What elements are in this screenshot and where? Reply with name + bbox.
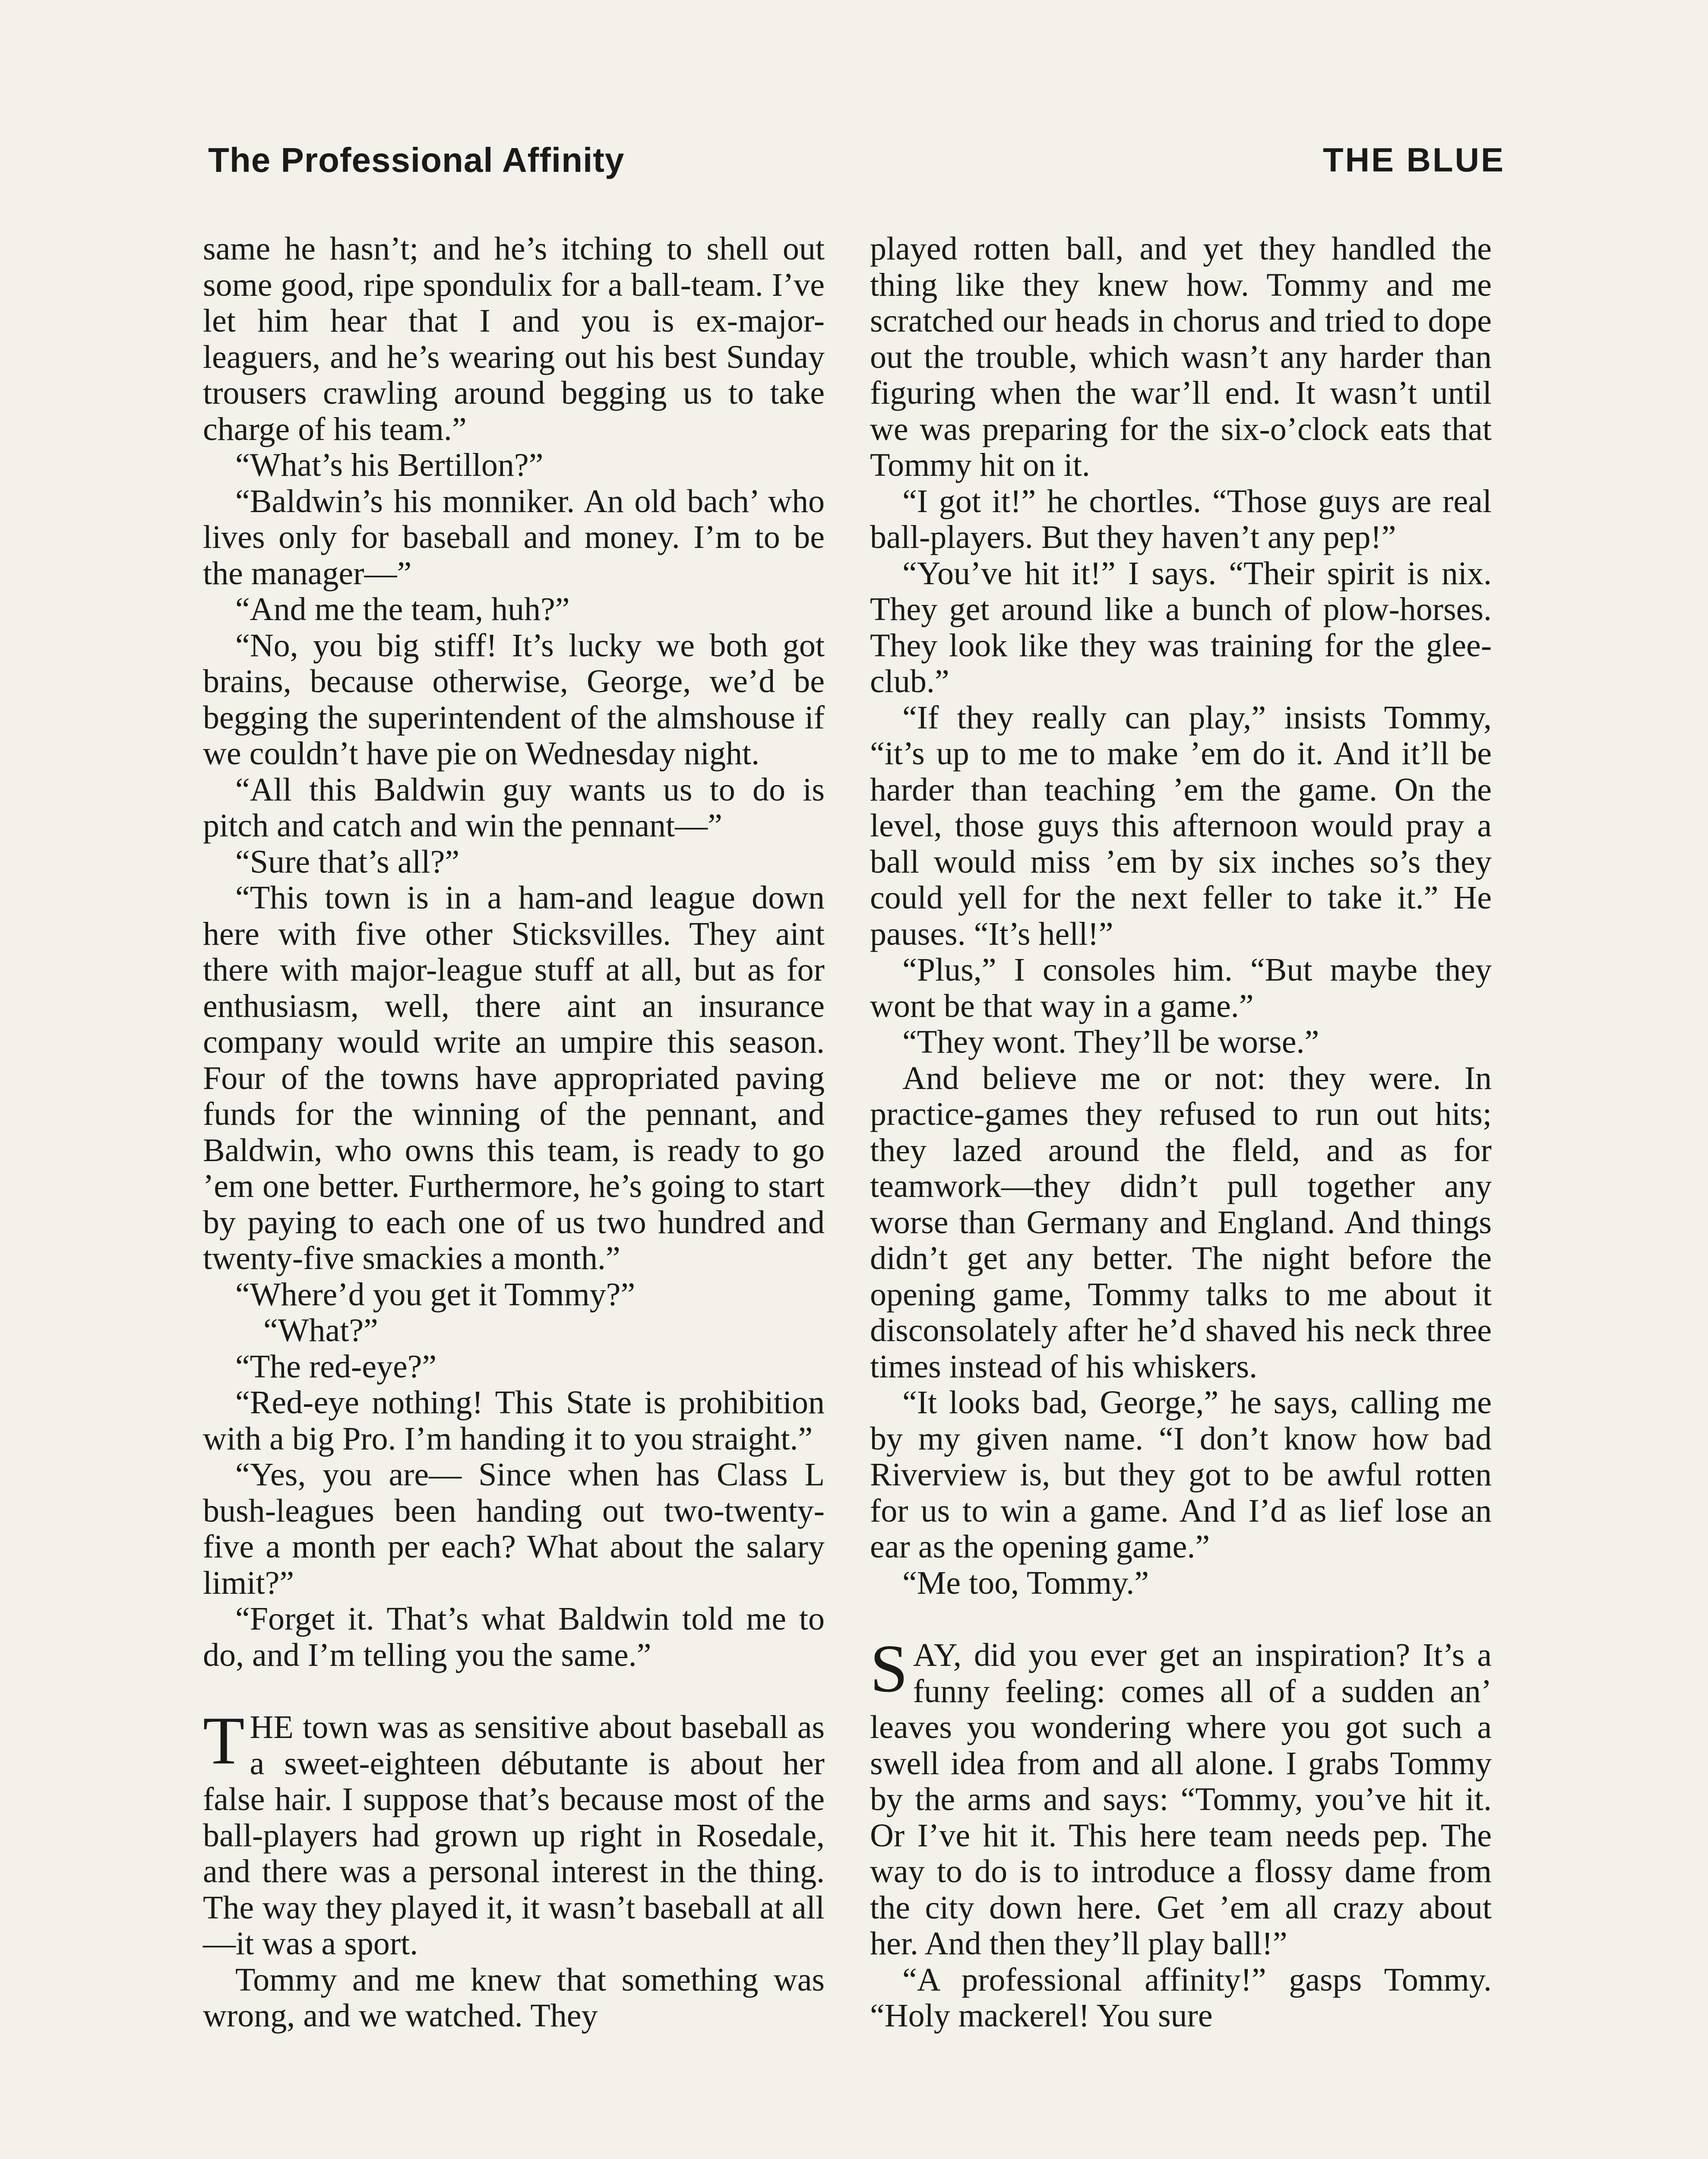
running-title: The Professional Affinity [208, 141, 625, 179]
paragraph: “This town is in a ham-and league down here with five other Sticksvilles. They aint there with major-league stuff at all, but as for enthusiasm, well, there aint an insurance company would write an umpire this season. Four of the towns have appropriated paving funds for the winning of the pennant, and Baldwin, who owns this team, is ready to go ’em one better. Furthermore, he’s going to start by paying to each one of us two hundred and twenty-five smackies a month.” [203, 880, 825, 1276]
section-paragraph [870, 1631, 1492, 1962]
paragraph: And believe me or not: they were. In practice-games they refused to run out hits; they lazed around the fleld, and as for teamwork—they didn’t pull together any worse than Germany and England. And things didn’t get any better. The night before the opening game, Tommy talks to me about it disconsolately after he’d shaved his neck three times instead of his whiskers. [870, 1060, 1492, 1385]
paragraph: “Where’d you get it Tommy?” [235, 1276, 636, 1313]
paragraph: “Red-eye nothing! This State is prohibition with a big Pro. I’m handing it to you straight.” [203, 1384, 825, 1457]
paragraph: “Plus,” I consoles him. “But maybe they wont be that way in a game.” [870, 952, 1492, 1024]
paragraph-text: AY, did you ever get an inspiration? It’s a funny feeling: comes all of a sudden an’ leaves you wondering where you got such a swell idea from and all alone. I grabs Tommy by the arms and says: “Tommy, you’ve hit it. Or I’ve hit it. This here team needs pep. The way to do is to introduce a flossy dame from the city down here. Get ’em all crazy about her. And then they’ll play ball!” [870, 1637, 1492, 1962]
paragraph: “What?” [263, 1312, 378, 1349]
paragraph: “It looks bad, George,” he says, calling me by my given name. “I don’t know how bad Riverview is, but they got to be awful rotten for us to win a game. And I’d as lief lose an ear as the opening game.” [870, 1384, 1492, 1565]
paragraph: “You’ve hit it!” I says. “Their spirit is nix. They get around like a bunch of plow-horses. They look like they was training for the glee-club.” [870, 555, 1492, 700]
paragraph: “A professional affinity!” gasps Tommy. “Holy mackerel! You sure [870, 1961, 1492, 2034]
paragraph: same he hasn’t; and he’s itching to shell out some good, ripe spondulix for a ball-team. I’ve let him hear that I and you is ex-major-leaguers, and he’s wearing out his best Sunday trousers crawling around begging us to take charge of his team.” [203, 231, 825, 447]
paragraph: “All this Baldwin guy wants us to do is pitch and catch and win the pennant—” [203, 771, 825, 844]
paragraph: “If they really can play,” insists Tommy, “it’s up to me to make ’em do it. And it’ll be harder than teaching ’em the game. On the level, those guys this afternoon would pray a ball would miss ’em by six inches so’s they could yell for the next feller to take it.” He pauses. “It’s hell!” [870, 699, 1492, 952]
paragraph: “The red-eye?” [235, 1348, 437, 1385]
paragraph: “They wont. They’ll be worse.” [902, 1024, 1319, 1060]
paragraph: “What’s his Bertillon?” [235, 447, 544, 483]
left-column [203, 231, 825, 2034]
magazine-name: THE BLUE [1323, 141, 1505, 179]
paragraph: “No, you big stiff! It’s lucky we both got brains, because otherwise, George, we’d be begging the superintendent of the almshouse if we couldn’t have pie on Wednesday night. [203, 627, 825, 772]
paragraph: “Baldwin’s his monniker. An old bach’ who lives only for baseball and money. I’m to be the manager—” [203, 483, 825, 592]
paragraph: “Yes, you are— Since when has Class L bush-leagues been handing out two-twenty-five a month per each? What about the salary limit?” [203, 1456, 825, 1601]
paragraph: “Me too, Tommy.” [902, 1564, 1149, 1601]
paragraph: played rotten ball, and yet they handled the thing like they knew how. Tommy and me scratched our heads in chorus and tried to dope out the trouble, which wasn’t any harder than figuring when the war’ll end. It wasn’t until we was preparing for the six-o’clock eats that Tommy hit on it. [870, 231, 1492, 483]
right-column [870, 231, 1492, 2034]
drop-cap: T [203, 1703, 245, 1779]
paragraph: “And me the team, huh?” [235, 591, 570, 627]
section-paragraph [203, 1703, 825, 1962]
drop-cap: S [870, 1631, 908, 1706]
paragraph-text: HE town was as sensitive about baseball as a sweet-eighteen débutante is about her false hair. I suppose that’s because most of the ball-players had grown up right in Rosedale, and there was a personal interest in the thing. The way they played it, it wasn’t baseball at all—it was a sport. [203, 1709, 825, 1962]
paragraph: “Forget it. That’s what Baldwin told me to do, and I’m telling you the same.” [203, 1601, 825, 1673]
paragraph: Tommy and me knew that something was wrong, and we watched. They [203, 1961, 825, 2034]
paragraph: “I got it!” he chortles. “Those guys are real ball-players. But they haven’t any pep!” [870, 483, 1492, 555]
paragraph: “Sure that’s all?” [235, 843, 460, 880]
